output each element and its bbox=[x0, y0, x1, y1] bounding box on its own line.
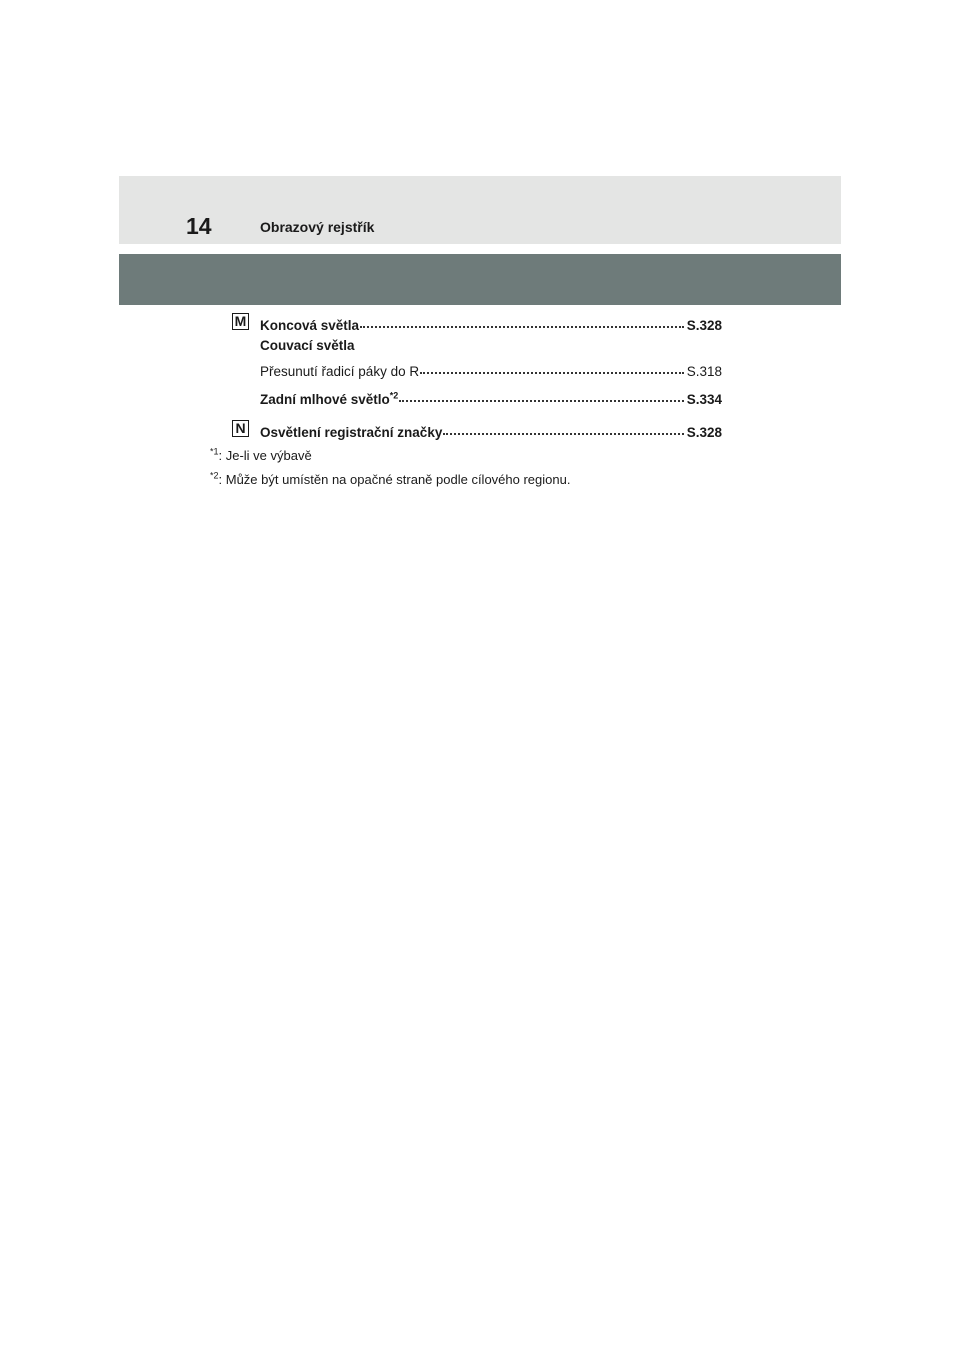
index-entry-koncova-svetla[interactable] bbox=[260, 318, 722, 333]
footnote-1 bbox=[210, 448, 312, 463]
footnote-mark: *2 bbox=[389, 392, 399, 401]
entry-page-ref[interactable]: S.328 bbox=[686, 425, 722, 440]
index-subentry-presunuti[interactable] bbox=[260, 364, 722, 379]
entry-label bbox=[260, 392, 398, 407]
header-band bbox=[119, 176, 841, 244]
entry-page-ref[interactable]: S.328 bbox=[686, 318, 722, 333]
footnote-mark: *1 bbox=[210, 446, 219, 457]
leader-dots bbox=[443, 433, 683, 435]
page-number: 14 bbox=[186, 213, 212, 239]
entry-label-text: Zadní mlhové světlo bbox=[260, 392, 390, 407]
entry-label: Osvětlení registrační značky bbox=[260, 425, 443, 440]
index-heading-couvaci-svetla: Couvací světla bbox=[260, 338, 355, 353]
entry-page-ref[interactable]: S.334 bbox=[686, 392, 722, 407]
leader-dots bbox=[360, 326, 684, 328]
leader-dots bbox=[399, 400, 683, 402]
entry-page-ref[interactable]: S.318 bbox=[686, 364, 722, 379]
index-entry-zadni-mlhove-svetlo[interactable] bbox=[260, 392, 722, 407]
footnote-mark: *2 bbox=[210, 470, 219, 481]
entry-label: Přesunutí řadicí páky do R bbox=[260, 364, 420, 379]
section-banner bbox=[119, 254, 841, 305]
footnote-2 bbox=[210, 472, 570, 487]
page-title: Obrazový rejstřík bbox=[260, 219, 375, 235]
index-entry-osvetleni-registracni-znacky[interactable] bbox=[260, 425, 722, 440]
index-letter-m: M bbox=[232, 313, 249, 330]
entry-label: Koncová světla bbox=[260, 318, 360, 333]
index-letter-n: N bbox=[232, 420, 249, 437]
footnote-text: : Je-li ve výbavě bbox=[218, 448, 312, 463]
footnote-text: : Může být umístěn na opačné straně podle cílového regionu. bbox=[218, 472, 571, 487]
leader-dots bbox=[420, 372, 684, 374]
